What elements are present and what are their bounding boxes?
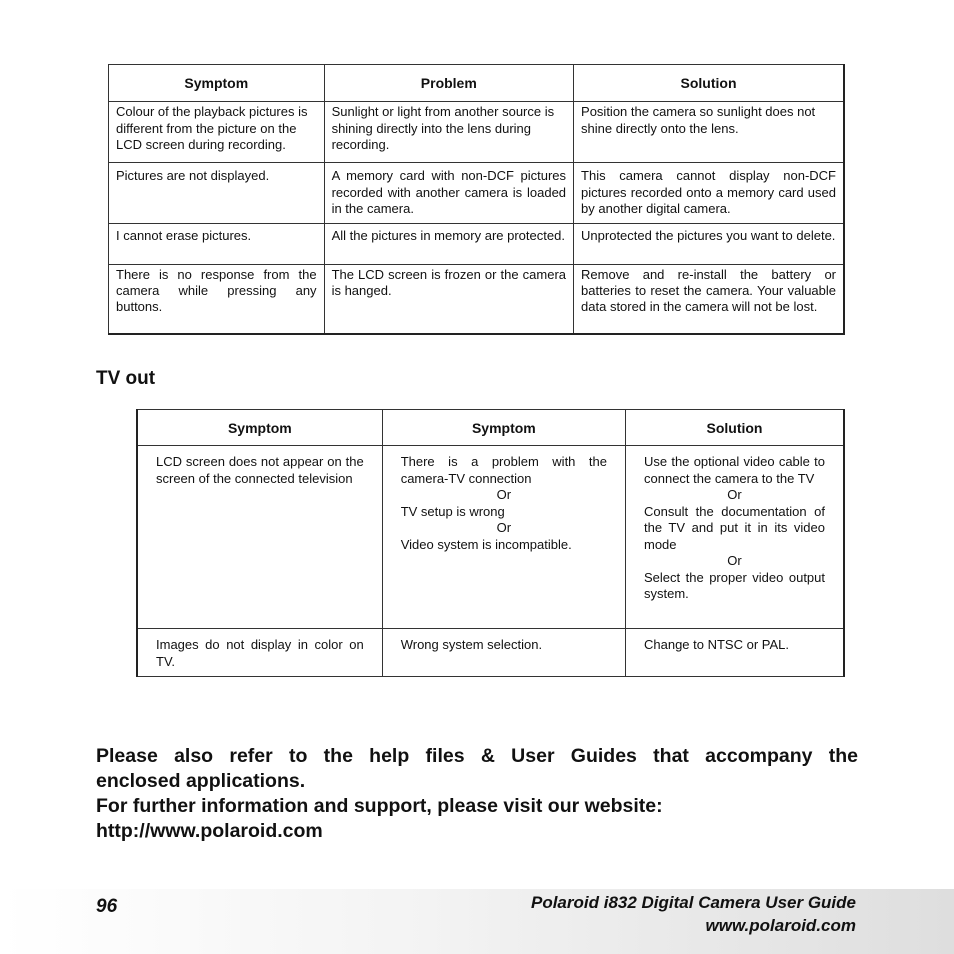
table-row [109, 265, 845, 334]
solution-line: Use the optional video cable to connect the camera to the TV [644, 454, 825, 486]
table-row [109, 102, 845, 163]
table-row [109, 163, 845, 224]
symptom-cell: LCD screen does not appear on the screen of the connected television [137, 446, 382, 629]
or-separator: Or [496, 487, 512, 502]
page-number: 96 [96, 896, 118, 917]
problem-line: There is a problem with the camera-TV connection [400, 454, 607, 486]
table-header-row [109, 65, 845, 102]
symptom-cell: Images do not display in color on TV. [137, 629, 382, 677]
refer-line: Please also refer to the help files & User Guides that accompany the [96, 745, 858, 767]
solution-cell: Change to NTSC or PAL. [626, 629, 845, 677]
or-separator: Or [727, 553, 742, 568]
problem-line: Video system is incompatible. [400, 536, 572, 552]
solution-cell: This camera cannot display non-DCF pictures recorded onto a memory card used by another digital camera. [574, 163, 844, 224]
support-line: For further information and support, please visit our website: [96, 795, 663, 817]
troubleshooting-table [108, 64, 845, 335]
table-header-row [137, 410, 844, 446]
problem-cell [382, 446, 625, 629]
solution-cell: Position the camera so sunlight does not shine directly onto the lens. [574, 102, 844, 163]
footer-guide [531, 891, 856, 937]
tv-out-table [136, 409, 845, 677]
or-separator: Or [727, 487, 742, 502]
refer-line: enclosed applications. [96, 770, 306, 792]
header-symptom-2: Symptom [382, 410, 625, 446]
header-solution: Solution [626, 410, 845, 446]
header-symptom: Symptom [109, 65, 325, 102]
help-reference-text [96, 744, 858, 844]
symptom-cell: Colour of the playback pictures is different from the picture on the LCD screen during recording. [109, 102, 325, 163]
website-link[interactable]: http://www.polaroid.com [96, 820, 323, 842]
header-symptom: Symptom [137, 410, 382, 446]
section-title: TV out [96, 368, 156, 389]
table-row [137, 446, 844, 629]
table-row [109, 224, 845, 265]
symptom-cell: There is no response from the camera while pressing any buttons. [109, 265, 325, 334]
symptom-cell: I cannot erase pictures. [109, 224, 325, 265]
problem-cell: Sunlight or light from another source is shining directly into the lens during recording. [324, 102, 573, 163]
solution-cell: Remove and re-install the battery or batteries to reset the camera. Your valuable data stored in the camera will not be lost. [574, 265, 844, 334]
problem-cell: Wrong system selection. [382, 629, 625, 677]
solution-cell [626, 446, 845, 629]
problem-line: TV setup is wrong [400, 503, 505, 519]
solution-cell: Unprotected the pictures you want to delete. [574, 224, 844, 265]
problem-cell: The LCD screen is frozen or the camera is hanged. [324, 265, 573, 334]
footer-website: www.polaroid.com [705, 916, 856, 935]
solution-line: Select the proper video output system. [644, 569, 825, 601]
table-row [137, 629, 844, 677]
or-separator: Or [496, 520, 512, 535]
solution-line: Consult the documentation of the TV and put it in its video mode [644, 503, 825, 552]
problem-cell: All the pictures in memory are protected. [324, 224, 573, 265]
header-solution: Solution [574, 65, 844, 102]
symptom-cell: Pictures are not displayed. [109, 163, 325, 224]
header-problem: Problem [324, 65, 573, 102]
problem-cell: A memory card with non-DCF pictures recorded with another camera is loaded in the camera. [324, 163, 573, 224]
guide-title: Polaroid i832 Digital Camera User Guide [530, 893, 856, 912]
